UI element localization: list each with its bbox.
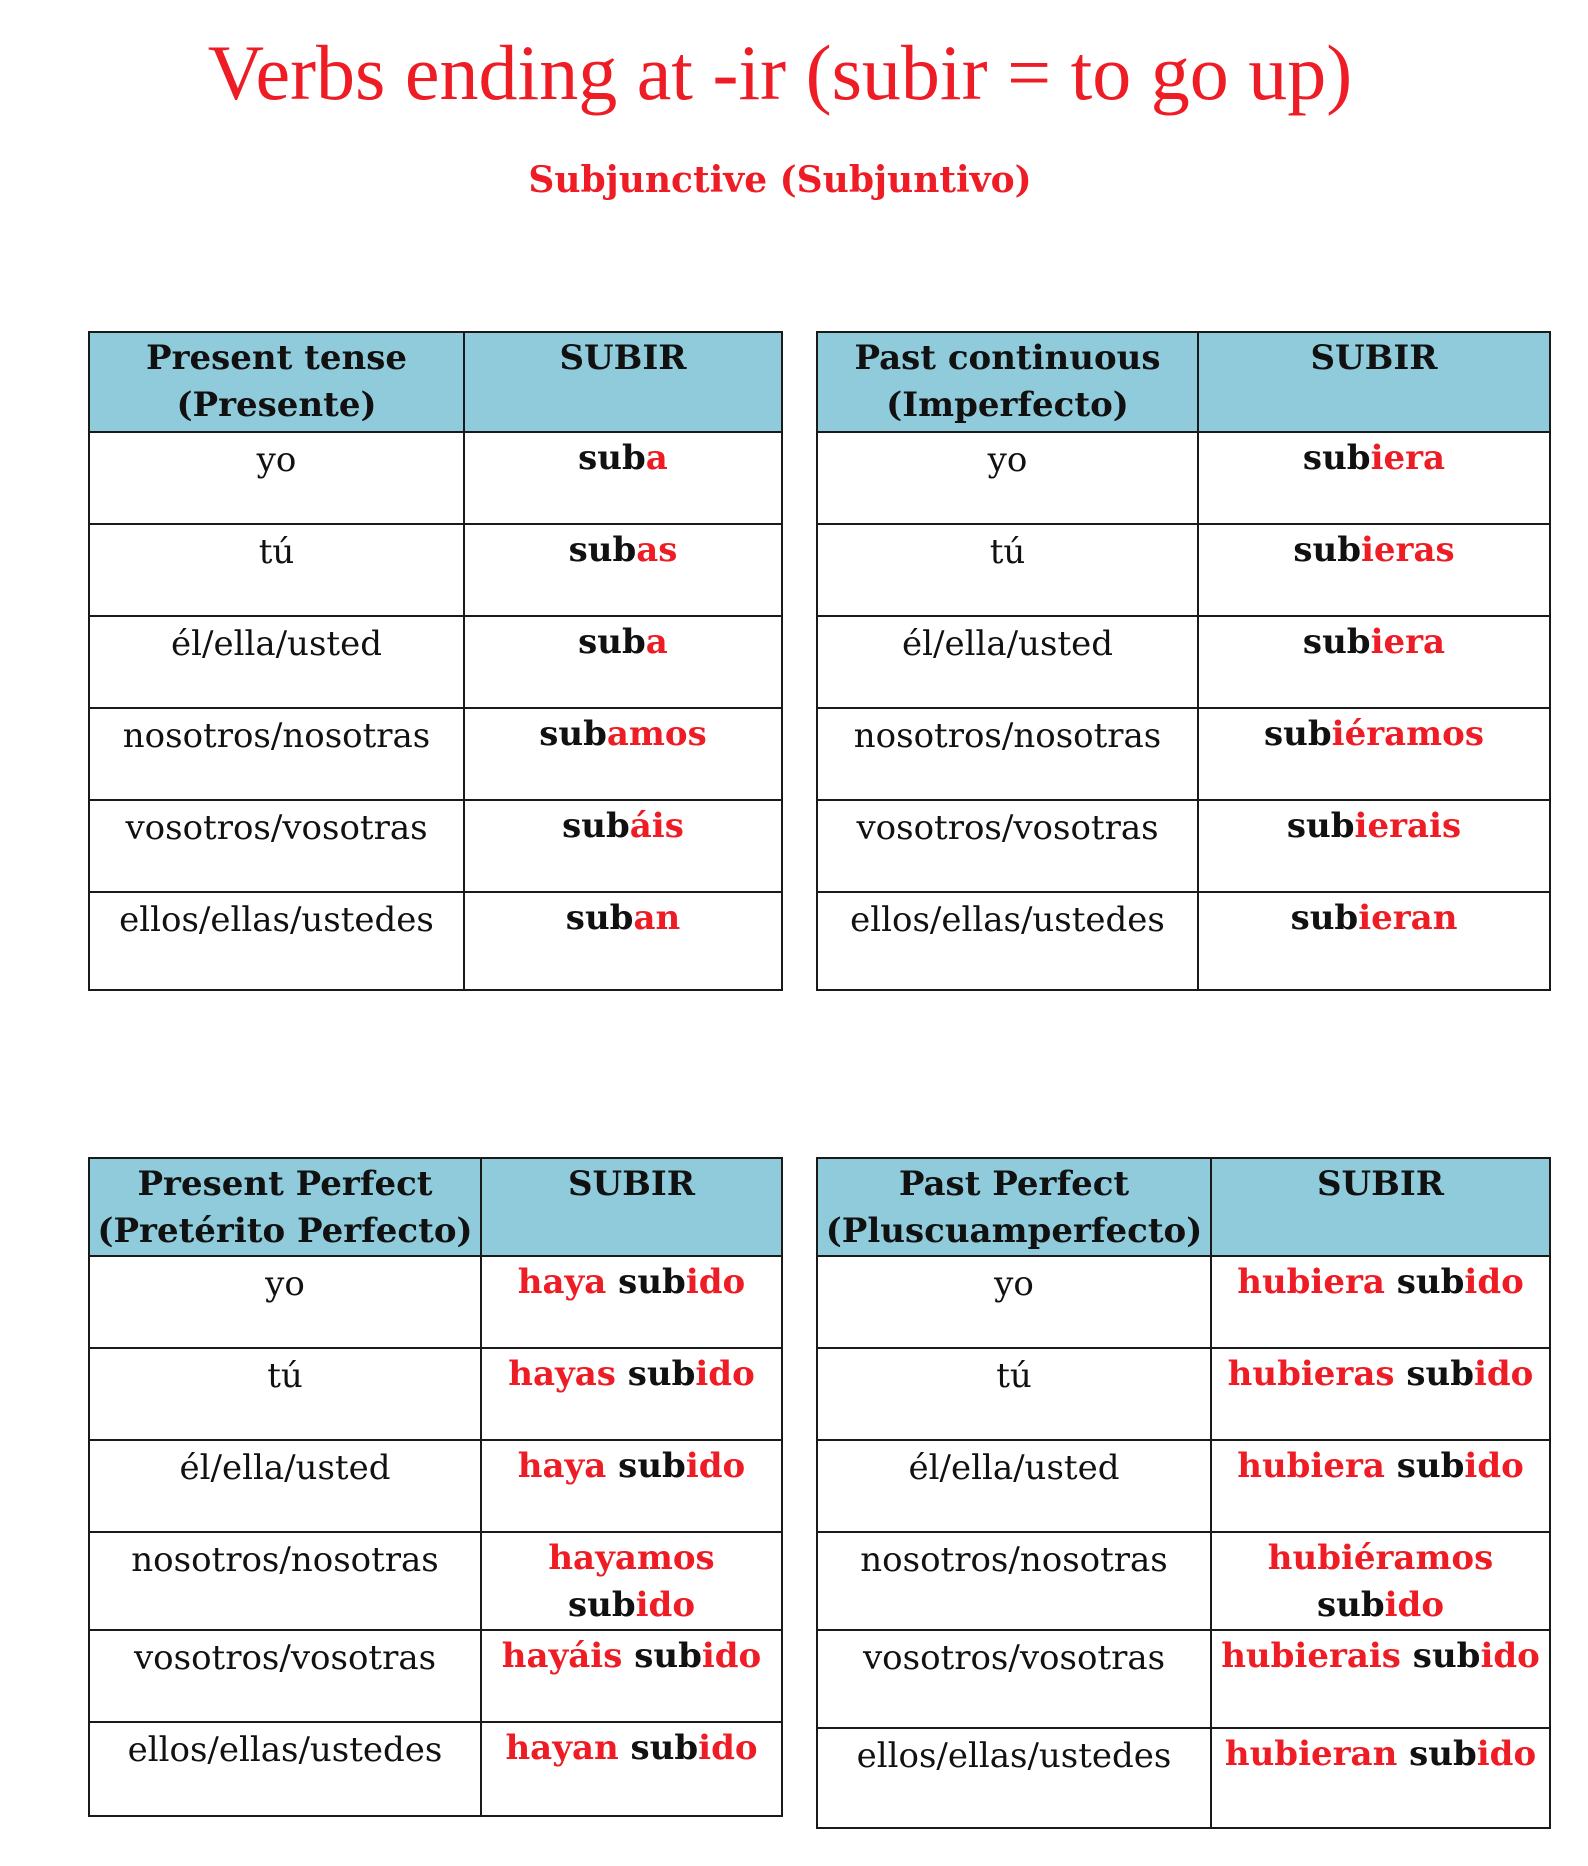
verb-ending: hubieran	[1224, 1734, 1410, 1774]
pronoun-cell: yo	[817, 1256, 1211, 1348]
table-header-row	[817, 1158, 1550, 1256]
verb-stem: sub	[1409, 1734, 1477, 1774]
verb-ending: ido	[1476, 1734, 1537, 1774]
table-row	[817, 432, 1550, 524]
conjugation-cell	[481, 1440, 782, 1532]
verb-ending: ido	[635, 1585, 695, 1625]
table-row	[89, 432, 782, 524]
table-row	[89, 800, 782, 892]
verb-ending: ido	[1464, 1262, 1524, 1302]
pronoun-cell: nosotros/nosotras	[89, 1532, 481, 1630]
verb-stem: sub	[1396, 1262, 1465, 1302]
verb-ending: hubierais	[1221, 1636, 1413, 1676]
table-header-row	[89, 332, 782, 432]
conjugation-cell	[481, 1722, 782, 1816]
table-row	[817, 708, 1550, 800]
tense-header	[89, 1158, 481, 1256]
conjugation-cell	[1211, 1532, 1550, 1630]
verb-ending: ido	[695, 1354, 755, 1394]
verb-ending: iera	[1370, 438, 1446, 478]
verb-ending: haya	[517, 1262, 619, 1302]
verb-ending: ieras	[1361, 530, 1455, 570]
table-row	[817, 800, 1550, 892]
present-tense-table	[88, 331, 783, 991]
conjugation-cell	[464, 432, 782, 524]
verb-stem: sub	[1264, 714, 1332, 754]
table-row	[89, 1722, 782, 1816]
verb-stem: sub	[1396, 1446, 1465, 1486]
page-title: Verbs ending at -ir (subir = to go up)	[207, 29, 1353, 116]
verb-stem: sub	[1293, 530, 1361, 570]
verb-header: SUBIR	[481, 1158, 782, 1256]
verb-stem: sub	[578, 438, 646, 478]
conjugation-cell	[1211, 1440, 1550, 1532]
conjugation-cell	[464, 616, 782, 708]
tense-header	[817, 332, 1198, 432]
tense-header	[89, 332, 464, 432]
pronoun-cell: vosotros/vosotras	[817, 1630, 1211, 1728]
table-row	[817, 892, 1550, 990]
conjugation-cell	[1198, 892, 1550, 990]
verb-stem: sub	[568, 530, 637, 570]
verb-stem: sub	[578, 622, 646, 662]
table-row	[89, 616, 782, 708]
table-row	[817, 1440, 1550, 1532]
verb-stem: sub	[565, 898, 634, 938]
page-subtitle: Subjunctive (Subjuntivo)	[528, 159, 1032, 201]
tense-spanish-name: (Pluscuamperfecto)	[825, 1211, 1203, 1251]
verb-ending: amos	[606, 714, 707, 754]
verb-ending: ierais	[1354, 806, 1462, 846]
table-row	[89, 892, 782, 990]
verb-ending: an	[633, 898, 681, 938]
conjugation-cell	[464, 800, 782, 892]
tense-name: Past continuous	[854, 338, 1161, 378]
pronoun-cell: ellos/ellas/ustedes	[817, 1728, 1211, 1828]
pronoun-cell: tú	[817, 1348, 1211, 1440]
conjugation-cell	[1198, 432, 1550, 524]
verb-ending: as	[636, 530, 678, 570]
conjugation-cell	[1198, 524, 1550, 616]
conjugation-cell	[1211, 1256, 1550, 1348]
verb-stem: sub	[1290, 898, 1359, 938]
tense-spanish-name: (Presente)	[176, 385, 377, 425]
verb-ending: iera	[1370, 622, 1446, 662]
tense-name: Present tense	[146, 338, 407, 378]
pronoun-cell: él/ella/usted	[817, 1440, 1211, 1532]
tense-spanish-name: (Imperfecto)	[886, 385, 1129, 425]
verb-ending: hubiera	[1237, 1262, 1397, 1302]
tense-name: Present Perfect	[137, 1164, 433, 1204]
table-row	[89, 1630, 782, 1722]
tense-name: Past Perfect	[898, 1164, 1130, 1204]
verb-stem: sub	[1316, 1585, 1385, 1625]
table-row	[89, 1348, 782, 1440]
pronoun-cell: nosotros/nosotras	[817, 1532, 1211, 1630]
conjugation-cell	[464, 892, 782, 990]
verb-ending: ido	[701, 1636, 762, 1676]
conjugation-cell	[464, 708, 782, 800]
verb-ending: hayáis	[501, 1636, 635, 1676]
verb-stem: sub	[618, 1446, 686, 1486]
verb-ending: hayamos	[548, 1538, 715, 1578]
imperfect-tense-table	[816, 331, 1551, 991]
verb-ending: ido	[685, 1446, 746, 1486]
table-row	[817, 1532, 1550, 1630]
verb-ending: áis	[629, 806, 684, 846]
verb-ending: haya	[517, 1446, 619, 1486]
table-row	[89, 524, 782, 616]
verb-stem: sub	[1302, 622, 1371, 662]
pronoun-cell: nosotros/nosotras	[817, 708, 1198, 800]
past-perfect-table	[816, 1157, 1551, 1829]
verb-stem: sub	[618, 1262, 686, 1302]
verb-ending: ido	[1464, 1446, 1524, 1486]
conjugation-cell	[481, 1532, 782, 1630]
table-row	[817, 1256, 1550, 1348]
verb-ending: ido	[698, 1728, 758, 1768]
pronoun-cell: nosotros/nosotras	[89, 708, 464, 800]
table-row	[817, 1348, 1550, 1440]
table-row	[89, 1256, 782, 1348]
verb-stem: sub	[1286, 806, 1355, 846]
table-row	[89, 708, 782, 800]
conjugation-cell	[1198, 708, 1550, 800]
verb-stem: sub	[539, 714, 607, 754]
verb-header: SUBIR	[1211, 1158, 1550, 1256]
pronoun-cell: vosotros/vosotras	[89, 800, 464, 892]
verb-header: SUBIR	[464, 332, 782, 432]
present-perfect-table	[88, 1157, 783, 1817]
table-row	[817, 616, 1550, 708]
verb-ending: hayas	[508, 1354, 628, 1394]
verb-ending: ido	[1473, 1354, 1534, 1394]
verb-stem: sub	[562, 806, 630, 846]
conjugation-cell	[481, 1630, 782, 1722]
table-row	[817, 1728, 1550, 1828]
pronoun-cell: él/ella/usted	[89, 616, 464, 708]
verb-stem: sub	[630, 1728, 699, 1768]
pronoun-cell: ellos/ellas/ustedes	[89, 892, 464, 990]
pronoun-cell: vosotros/vosotras	[89, 1630, 481, 1722]
verb-ending: ido	[685, 1262, 746, 1302]
conjugation-cell	[481, 1256, 782, 1348]
verb-stem: sub	[567, 1585, 636, 1625]
verb-ending: iéramos	[1331, 714, 1484, 754]
verb-ending: a	[645, 438, 668, 478]
verb-header: SUBIR	[1198, 332, 1550, 432]
verb-ending: hayan	[505, 1728, 631, 1768]
verb-ending: hubiéramos	[1267, 1538, 1494, 1578]
verb-stem: sub	[1302, 438, 1371, 478]
pronoun-cell: yo	[817, 432, 1198, 524]
verb-ending: a	[645, 622, 668, 662]
conjugation-cell	[1198, 800, 1550, 892]
table-row	[817, 1630, 1550, 1728]
table-row	[89, 1440, 782, 1532]
pronoun-cell: tú	[89, 524, 464, 616]
verb-stem: sub	[1412, 1636, 1481, 1676]
verb-stem: sub	[627, 1354, 696, 1394]
table-row	[817, 524, 1550, 616]
pronoun-cell: él/ella/usted	[817, 616, 1198, 708]
conjugation-cell	[1211, 1728, 1550, 1828]
conjugation-cell	[1198, 616, 1550, 708]
tense-spanish-name: (Pretérito Perfecto)	[97, 1211, 473, 1251]
verb-stem: sub	[1406, 1354, 1474, 1394]
verb-ending: hubiera	[1237, 1446, 1397, 1486]
table-header-row	[817, 332, 1550, 432]
pronoun-cell: vosotros/vosotras	[817, 800, 1198, 892]
pronoun-cell: tú	[89, 1348, 481, 1440]
verb-stem: sub	[634, 1636, 702, 1676]
pronoun-cell: tú	[817, 524, 1198, 616]
pronoun-cell: ellos/ellas/ustedes	[89, 1722, 481, 1816]
conjugation-cell	[464, 524, 782, 616]
table-header-row	[89, 1158, 782, 1256]
conjugation-cell	[481, 1348, 782, 1440]
pronoun-cell: yo	[89, 1256, 481, 1348]
pronoun-cell: yo	[89, 432, 464, 524]
table-row	[89, 1532, 782, 1630]
conjugation-cell	[1211, 1630, 1550, 1728]
tense-header	[817, 1158, 1211, 1256]
verb-ending: ido	[1384, 1585, 1444, 1625]
verb-ending: ido	[1480, 1636, 1540, 1676]
conjugation-cell	[1211, 1348, 1550, 1440]
pronoun-cell: ellos/ellas/ustedes	[817, 892, 1198, 990]
verb-ending: hubieras	[1227, 1354, 1407, 1394]
verb-ending: ieran	[1358, 898, 1458, 938]
pronoun-cell: él/ella/usted	[89, 1440, 481, 1532]
